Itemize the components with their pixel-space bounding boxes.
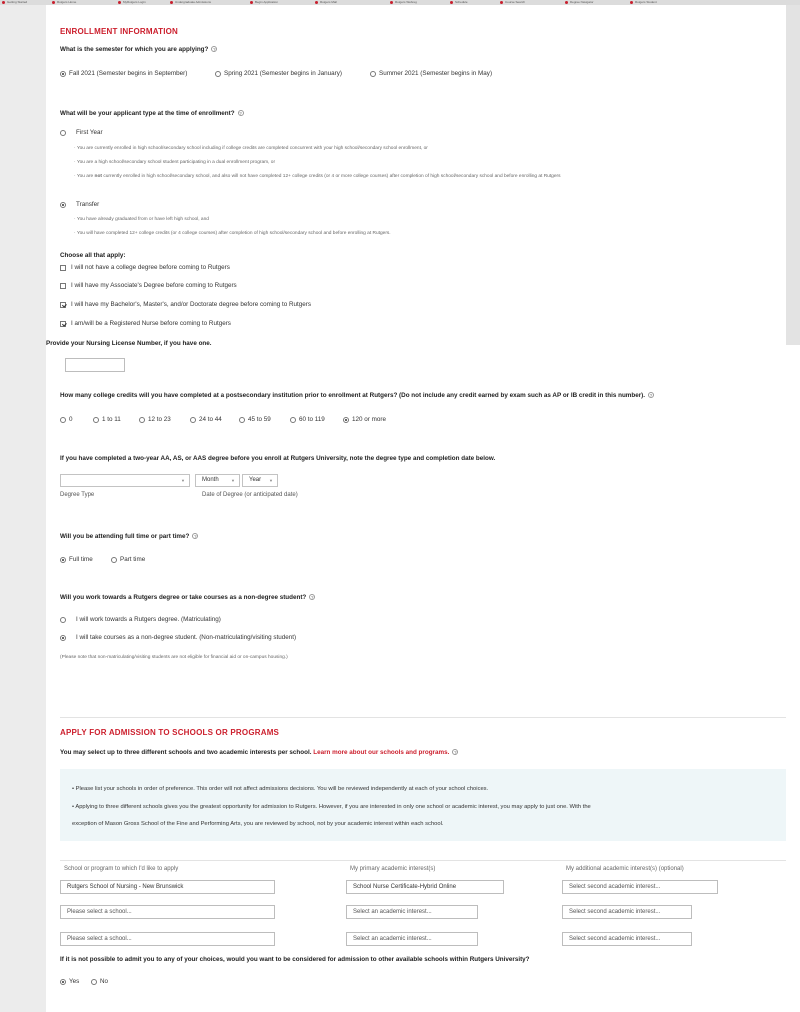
bookmark[interactable]: Getting Started [2,0,27,4]
transfer-note: · You have already graduated from or have left high school, and [74,217,209,222]
column-header-primary: My primary academic interest(s) [350,866,436,872]
transfer-note: · You will have completed 12+ college credits (or 4 college courses) after completion of high school/secondary school and before enrolling at Rutgers. [74,231,391,236]
credits-option[interactable]: 45 to 59 [239,416,271,423]
primary-interest-select-2[interactable]: Select an academic interest... [346,905,478,919]
radio-button[interactable] [60,130,66,136]
credits-option[interactable]: 60 to 119 [290,416,325,423]
semester-option-spring[interactable]: Spring 2021 (Semester begins in January) [215,70,342,77]
chevron-down-icon: ▼ [269,478,273,483]
first-year-note: · You are not currently enrolled in high school/secondary school, and also will not have completed 12+ college credits (or 4 or more college courses) after completion of high school/secondary school and before enrolling at Rutgers [74,174,561,179]
info-bullet-continued: exception of Mason Gross School of the Fine and Performing Arts, you are reviewed by school, not by your academic interest within each school. [72,821,444,827]
bookmark-icon [500,1,503,4]
checkbox[interactable] [60,265,66,271]
info-bullet: • Please list your schools in order of preference. This order will not affect admissions decisions. You will be reviewed independently at each of your school choices. [72,786,489,792]
first-year-note: · You are a high school/secondary school student participating in a dual enrollment program, or [74,160,276,165]
school-select-1[interactable]: Rutgers School of Nursing - New Brunswick [60,880,275,894]
degree-month-select[interactable]: Month ▼ [195,474,240,487]
help-icon[interactable]: ? [310,595,314,601]
bookmark[interactable]: Rutgers Home [52,0,76,4]
radio-button[interactable] [139,417,145,423]
divider [60,860,786,861]
column-header-additional: My additional academic interest(s) (optional) [566,866,684,872]
radio-button[interactable] [60,71,66,77]
semester-option-fall[interactable]: Fall 2021 (Semester begins in September) [60,70,187,77]
degree-status-question: Will you work towards a Rutgers degree or take courses as a non-degree student? ? [60,594,314,601]
bookmark-icon [2,1,5,4]
radio-button[interactable] [60,202,66,208]
bookmark-icon [315,1,318,4]
radio-button[interactable] [215,71,221,77]
degree-status-matriculating[interactable]: I will work towards a Rutgers degree. (Matriculating) [60,616,221,623]
semester-option-summer[interactable]: Summer 2021 (Semester begins in May) [370,70,492,77]
credits-question: How many college credits will you have completed at a postsecondary institution prior to enrollment at Rutgers? (Do not include any credit earned by exam such as AP or IB credit in this number). ? [60,392,653,399]
help-icon[interactable]: ? [239,111,242,117]
section-title-enrollment: ENROLLMENT INFORMATION [60,27,179,36]
degree-year-select[interactable]: Year ▼ [242,474,278,487]
degree-date-label: Date of Degree (or anticipated date) [202,492,298,498]
scrollbar[interactable] [786,5,800,345]
bookmark-icon [170,1,173,4]
bookmark[interactable]: Undergraduate Admissions [170,0,211,4]
radio-button[interactable] [60,417,66,423]
credits-option[interactable]: 1 to 11 [93,416,121,423]
checkbox[interactable] [60,302,66,308]
checkbox-associates[interactable]: I will have my Associate's Degree before coming to Rutgers [60,282,237,289]
radio-button[interactable] [290,417,296,423]
checkbox-no-degree[interactable]: I will not have a college degree before coming to Rutgers [60,264,230,271]
chevron-down-icon: ▼ [181,478,185,483]
primary-interest-select-1[interactable]: School Nurse Certificate-Hybrid Online [346,880,504,894]
bookmark[interactable]: Degree Navigator [565,0,594,4]
bookmark[interactable]: MyRutgers Login [118,0,146,4]
degree-type-select[interactable] [60,474,190,487]
school-select-3[interactable]: Please select a school... [60,932,275,946]
school-select-2[interactable]: Please select a school... [60,905,275,919]
chevron-down-icon: ▼ [231,478,235,483]
additional-interest-select-2[interactable]: Select second academic interest... [562,905,692,919]
radio-button[interactable] [111,557,117,563]
other-schools-question: If it is not possible to admit you to any of your choices, would you want to be considered for admission to other available schools within Rutgers University? [60,956,530,963]
additional-interest-select-1[interactable]: Select second academic interest... [562,880,718,894]
nursing-license-input[interactable] [65,358,125,372]
radio-button[interactable] [93,417,99,423]
learn-more-link[interactable]: Learn more about our schools and programs. [313,749,450,756]
info-bullet: • Applying to three different schools gives you the greatest opportunity for admission to Rutgers. However, if you are interested in only one school or academic interest, you may apply to just one. With the [72,804,591,810]
radio-button[interactable] [91,979,97,985]
apply-intro: You may select up to three different schools and two academic interests per school. Learn more about our schools and programs. ? [60,749,457,756]
degree-type-label: Degree Type [60,492,95,498]
radio-button[interactable] [60,979,66,985]
bookmark-icon [630,1,633,4]
radio-button[interactable] [190,417,196,423]
degree-question: If you have completed a two-year AA, AS, or AAS degree before you enroll at Rutgers University, note the degree type and completion date below. [60,455,496,462]
section-title-apply: APPLY FOR ADMISSION TO SCHOOLS OR PROGRAMS [60,728,280,737]
help-icon[interactable]: ? [194,534,197,540]
bookmark[interactable]: Rutgers Student [630,0,657,4]
non-matriculating-note: (Please note that non-matriculating/visiting students are not eligible for financial aid or on-campus housing.) [60,655,288,660]
bookmark[interactable]: Begin Application [250,0,278,4]
page-left-gutter [0,5,46,1012]
credits-option[interactable]: 12 to 23 [139,416,171,423]
degree-status-non-degree[interactable]: I will take courses as a non-degree student. (Non-matriculating/visiting student) [60,634,296,641]
nursing-license-label: Provide your Nursing License Number, if you have one. [46,340,216,347]
bookmark-icon [250,1,253,4]
applicant-type-transfer[interactable]: Transfer [60,201,99,208]
credits-option[interactable]: 24 to 44 [190,416,222,423]
radio-button[interactable] [60,617,66,623]
additional-interest-select-3[interactable]: Select second academic interest... [562,932,692,946]
help-icon[interactable]: ? [453,750,457,756]
help-icon[interactable]: ? [649,393,653,399]
bookmark-icon [390,1,393,4]
radio-button[interactable] [370,71,376,77]
first-year-note: · You are currently enrolled in high school/secondary school including if college credits are completed concurrent with your high school/secondary school enrollment, or [74,146,428,151]
bookmark-icon [118,1,121,4]
credits-option[interactable]: 120 or more [343,416,386,423]
bookmark[interactable]: Rutgers Webreg [390,0,417,4]
attendance-part-time[interactable]: Part time [111,556,145,563]
checkbox-registered-nurse[interactable]: I am/will be a Registered Nurse before coming to Rutgers [60,320,231,327]
other-schools-no[interactable]: No [91,978,108,985]
column-header-school: School or program to which I'd like to apply [64,866,179,872]
bookmark-icon [450,1,453,4]
section-divider [60,717,786,718]
help-icon[interactable]: ? [212,47,216,53]
other-schools-yes[interactable]: Yes [60,978,79,985]
primary-interest-select-3[interactable]: Select an academic interest... [346,932,478,946]
checkbox[interactable] [60,321,66,327]
radio-button[interactable] [60,557,66,563]
attendance-question: Will you be attending full time or part time? ? [60,533,197,540]
choose-all-label: Choose all that apply: [60,252,126,259]
semester-question: What is the semester for which you are applying? ? [60,46,216,53]
bookmark[interactable]: Course Search [500,0,525,4]
bookmark[interactable]: Rutgers Mail [315,0,337,4]
credits-option[interactable]: 0 [60,416,73,423]
attendance-full-time[interactable]: Full time [60,556,93,563]
applicant-type-question: What will be your applicant type at the time of enrollment? ? [60,110,242,117]
radio-button[interactable] [60,635,66,641]
radio-button[interactable] [343,417,349,423]
applicant-type-first-year[interactable]: First Year [60,129,103,136]
checkbox-bachelors[interactable]: I will have my Bachelor's, Master's, and/or Doctorate degree before coming to Rutgers [60,301,311,308]
radio-button[interactable] [239,417,245,423]
checkbox[interactable] [60,283,66,289]
bookmark-icon [52,1,55,4]
bookmark-icon [565,1,568,4]
bookmark[interactable]: Schedule [450,0,468,4]
